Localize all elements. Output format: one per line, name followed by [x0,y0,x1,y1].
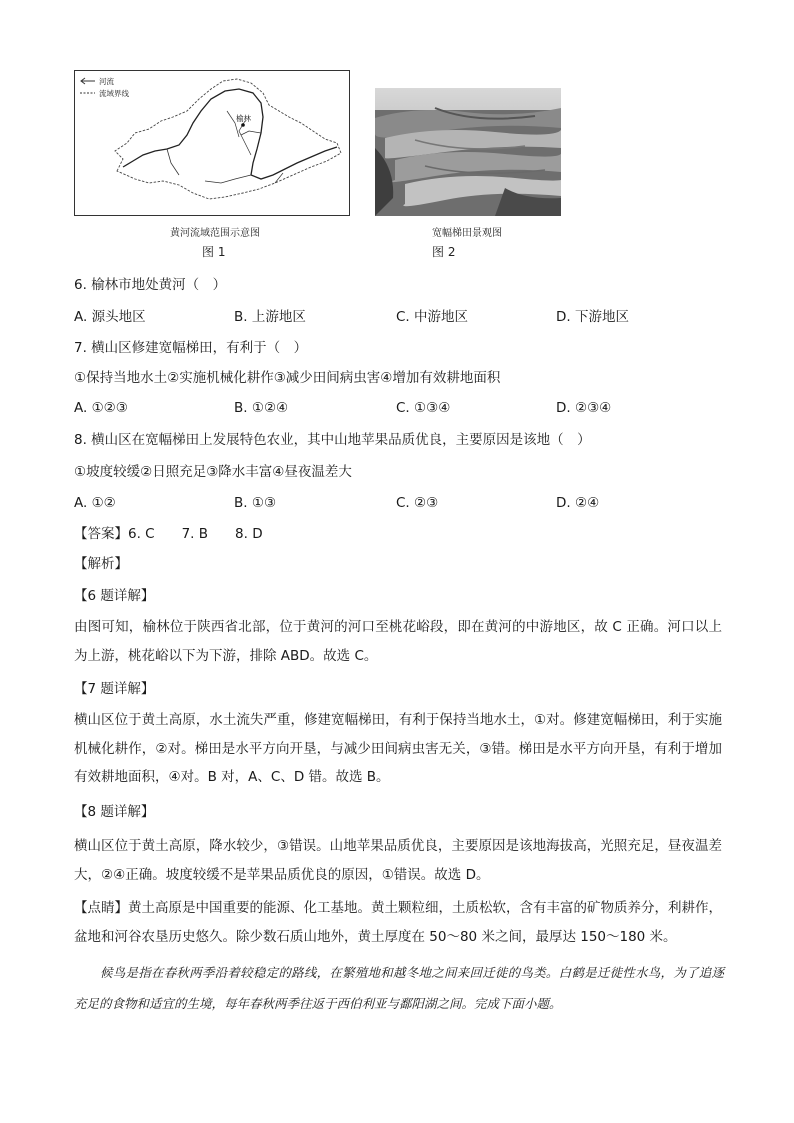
question-7-option-c[interactable]: C. ①③④ [396,400,451,416]
question-6-option-b[interactable]: B. 上游地区 [234,309,306,325]
question-6-option-a[interactable]: A. 源头地区 [74,309,146,325]
tip-paragraph [74,894,722,951]
question-6-option-c[interactable]: C. 中游地区 [396,309,469,325]
question-8-option-a[interactable]: A. ①② [74,495,116,511]
question-8-option-c[interactable]: C. ②③ [396,495,439,511]
tip-label: 【点睛】 [74,900,128,916]
detail-6-heading: 【6 题详解】 [74,588,155,604]
question-7-option-b[interactable]: B. ①②④ [234,400,289,416]
tributary [275,173,283,183]
detail-7-heading: 【7 题详解】 [74,681,155,697]
yellow-river [123,89,337,179]
figure2-photo [375,88,561,216]
figure1-caption: 黄河流域范围示意图 [170,228,260,239]
tributary [205,175,251,183]
terrace-landscape-image [375,88,561,216]
detail-7-text: 横山区位于黄土高原，水土流失严重，修建宽幅梯田，有利于保持当地水土，①对。修建宽幅梯田，利于实施机械化耕作，②对。梯田是水平方向开垦，与减少田间病虫害无关，③错。梯田是水平方向开垦，有利于增加有效耕地面积，④对。B 对，A、C、D 错。故选 B。 [74,712,722,785]
tributary [241,131,261,135]
yellow-river-basin-map [75,71,349,215]
detail-8-text: 横山区位于黄土高原，降水较少，③错误。山地苹果品质优良，主要原因是该地海拔高，光照充足，昼夜温差大，②④正确。坡度较缓不是苹果品质优良的原因，①错误。故选 D。 [74,838,722,883]
question-8-stem: 8. 横山区在宽幅梯田上发展特色农业，其中山地苹果品质优良，主要原因是该地（ ） [74,432,591,448]
figure1-label: 图 1 [202,245,226,259]
analysis-label: 【解析】 [74,556,128,572]
tributary [239,121,251,155]
figure2-label: 图 2 [432,245,456,259]
yulin-marker [241,123,245,127]
figure1-map [74,70,350,216]
legend-river-symbol [81,78,95,84]
question-8-option-d[interactable]: D. ②④ [556,495,600,511]
question-7-option-d[interactable]: D. ②③④ [556,400,612,416]
question-7-option-a[interactable]: A. ①②③ [74,400,128,416]
legend-boundary-label: 流域界线 [99,89,129,98]
tip-text: 黄土高原是中国重要的能源、化工基地。黄土颗粒细，土质松软，含有丰富的矿物质养分，利耕作，盆地和河谷农垦历史悠久。除少数石质山地外，黄土厚度在 50～80 米之间，最厚达 150～180 米。 [74,900,722,945]
figure2-caption: 宽幅梯田景观图 [432,228,502,239]
detail-6-text: 由图可知，榆林位于陕西省北部，位于黄河的河口至桃花峪段，即在黄河的中游地区，故 C 正确。河口以上为上游，桃花峪以下为下游，排除 ABD。故选 C。 [74,619,722,664]
question-6-option-d[interactable]: D. 下游地区 [556,309,629,325]
tributary [167,149,179,175]
question-7-stem: 7. 横山区修建宽幅梯田，有利于（ ） [74,340,308,356]
yulin-label: 榆林 [236,114,251,123]
question-7-statements: ①保持当地水土②实施机械化耕作③减少田间病虫害④增加有效耕地面积 [74,370,501,386]
answer-line [74,525,263,543]
question-8-option-b[interactable]: B. ①③ [234,495,277,511]
answer-label: 【答案】 [74,526,128,542]
legend-river-label: 河流 [99,77,114,86]
question-6-stem: 6. 榆林市地处黄河（ ） [74,277,227,293]
answer-values: 6. C 7. B 8. D [128,526,263,542]
detail-8-heading: 【8 题详解】 [74,804,155,820]
question-8-statements: ①坡度较缓②日照充足③降水丰富④昼夜温差大 [74,464,352,480]
passage-text: 候鸟是指在春秋两季沿着较稳定的路线，在繁殖地和越冬地之间来回迁徙的鸟类。白鹤是迁徙性水鸟，为了追逐充足的食物和适宜的生境，每年春秋两季往返于西伯利亚与鄱阳湖之间。完成下面小题。 [74,965,724,1011]
